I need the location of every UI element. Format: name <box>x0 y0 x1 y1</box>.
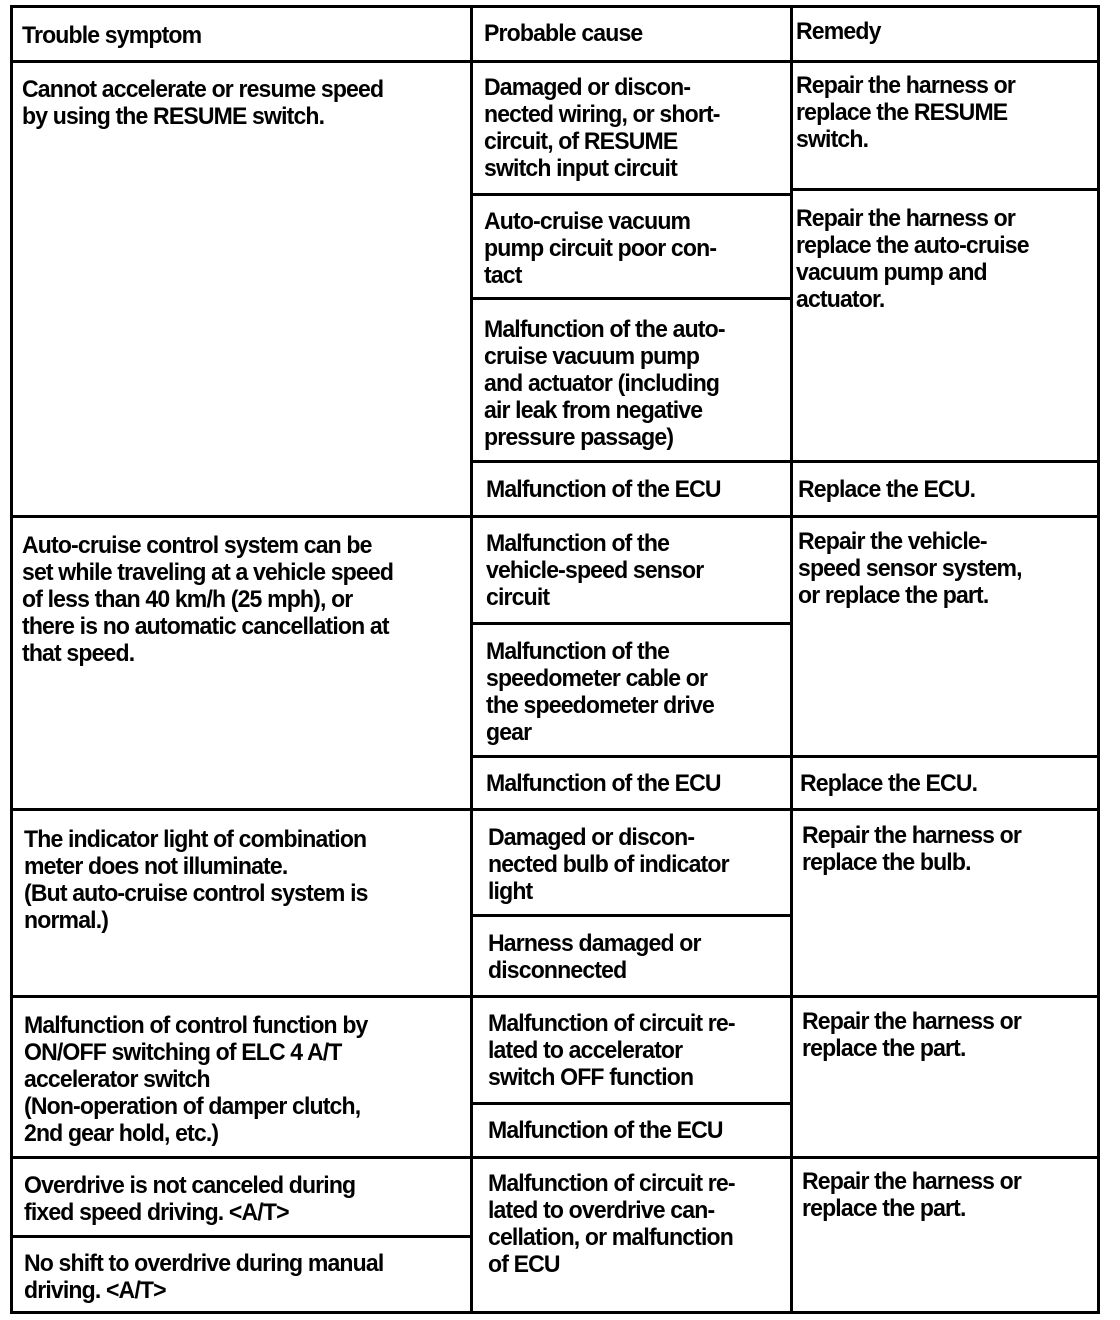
symptom-text: The indicator light of combination meter does not illuminate. (But auto-cruise control system is normal.) <box>24 826 368 934</box>
cause-text: Malfunction of the ECU <box>486 770 721 797</box>
symptom-text: Cannot accelerate or resume speed by using the RESUME switch. <box>22 76 384 130</box>
group-divider-1 <box>10 515 1100 518</box>
remedy-text: Repair the harness or replace the auto-cruise vacuum pump and actuator. <box>796 205 1029 313</box>
cause-text: Malfunction of the ECU <box>486 476 721 503</box>
symptom-divider <box>10 1235 473 1238</box>
group-divider-2 <box>10 808 1100 811</box>
group-divider-4 <box>10 1156 1100 1159</box>
cause-text: Malfunction of circuit re- lated to accelerator switch OFF function <box>488 1010 735 1091</box>
cause-text: Malfunction of the ECU <box>488 1117 723 1144</box>
header-probable-cause: Probable cause <box>484 20 643 47</box>
symptom-text: Auto-cruise control system can be set while traveling at a vehicle speed of less than 40 km/h (25 mph), or there is no automatic cancellation at that speed. <box>22 532 394 667</box>
symptom-text: No shift to overdrive during manual driving. <A/T> <box>24 1250 384 1304</box>
cause-divider <box>470 914 793 917</box>
remedy-divider <box>790 755 1100 758</box>
cause-divider <box>470 1102 793 1105</box>
symptom-text: Overdrive is not canceled during fixed speed driving. <A/T> <box>24 1172 356 1226</box>
cause-text: Malfunction of circuit re- lated to overdrive can- cellation, or malfunction of ECU <box>488 1170 735 1278</box>
cause-text: Damaged or discon- nected bulb of indicator light <box>488 824 729 905</box>
cause-text: Damaged or discon- nected wiring, or short- circuit, of RESUME switch input circuit <box>484 74 720 182</box>
cause-text: Malfunction of the vehicle-speed sensor circuit <box>486 530 704 611</box>
remedy-text: Repair the harness or replace the bulb. <box>802 822 1022 876</box>
cause-divider <box>470 193 793 196</box>
remedy-text: Repair the vehicle- speed sensor system, or replace the part. <box>798 528 1022 609</box>
table-border-left <box>10 5 13 1314</box>
column-divider-2 <box>790 5 793 1314</box>
cause-divider <box>470 622 793 625</box>
remedy-divider <box>790 460 1100 463</box>
header-divider <box>10 60 1100 63</box>
remedy-text: Repair the harness or replace the part. <box>802 1008 1022 1062</box>
cause-text: Auto-cruise vacuum pump circuit poor con- tact <box>484 208 717 289</box>
cause-text: Malfunction of the speedometer cable or the speedometer drive gear <box>486 638 714 746</box>
cause-divider <box>470 460 793 463</box>
column-divider-1 <box>470 5 473 1314</box>
cause-divider <box>470 755 793 758</box>
header-trouble-symptom: Trouble symptom <box>22 22 202 49</box>
table-border-bottom <box>10 1311 1100 1314</box>
remedy-divider <box>790 188 1100 191</box>
remedy-text: Repair the harness or replace the RESUME switch. <box>796 72 1016 153</box>
table-border-top <box>10 5 1100 8</box>
header-remedy: Remedy <box>796 18 881 45</box>
remedy-text: Replace the ECU. <box>798 476 976 503</box>
remedy-text: Replace the ECU. <box>800 770 978 797</box>
cause-divider <box>470 297 793 300</box>
table-border-right <box>1097 5 1100 1314</box>
symptom-text: Malfunction of control function by ON/OFF switching of ELC 4 A/T accelerator switch (Non-operation of damper clutch, 2nd gear hold, etc.) <box>24 1012 368 1147</box>
cause-text: Harness damaged or disconnected <box>488 930 701 984</box>
remedy-text: Repair the harness or replace the part. <box>802 1168 1022 1222</box>
group-divider-3 <box>10 995 1100 998</box>
cause-text: Malfunction of the auto- cruise vacuum pump and actuator (including air leak from negative pressure passage) <box>484 316 725 451</box>
